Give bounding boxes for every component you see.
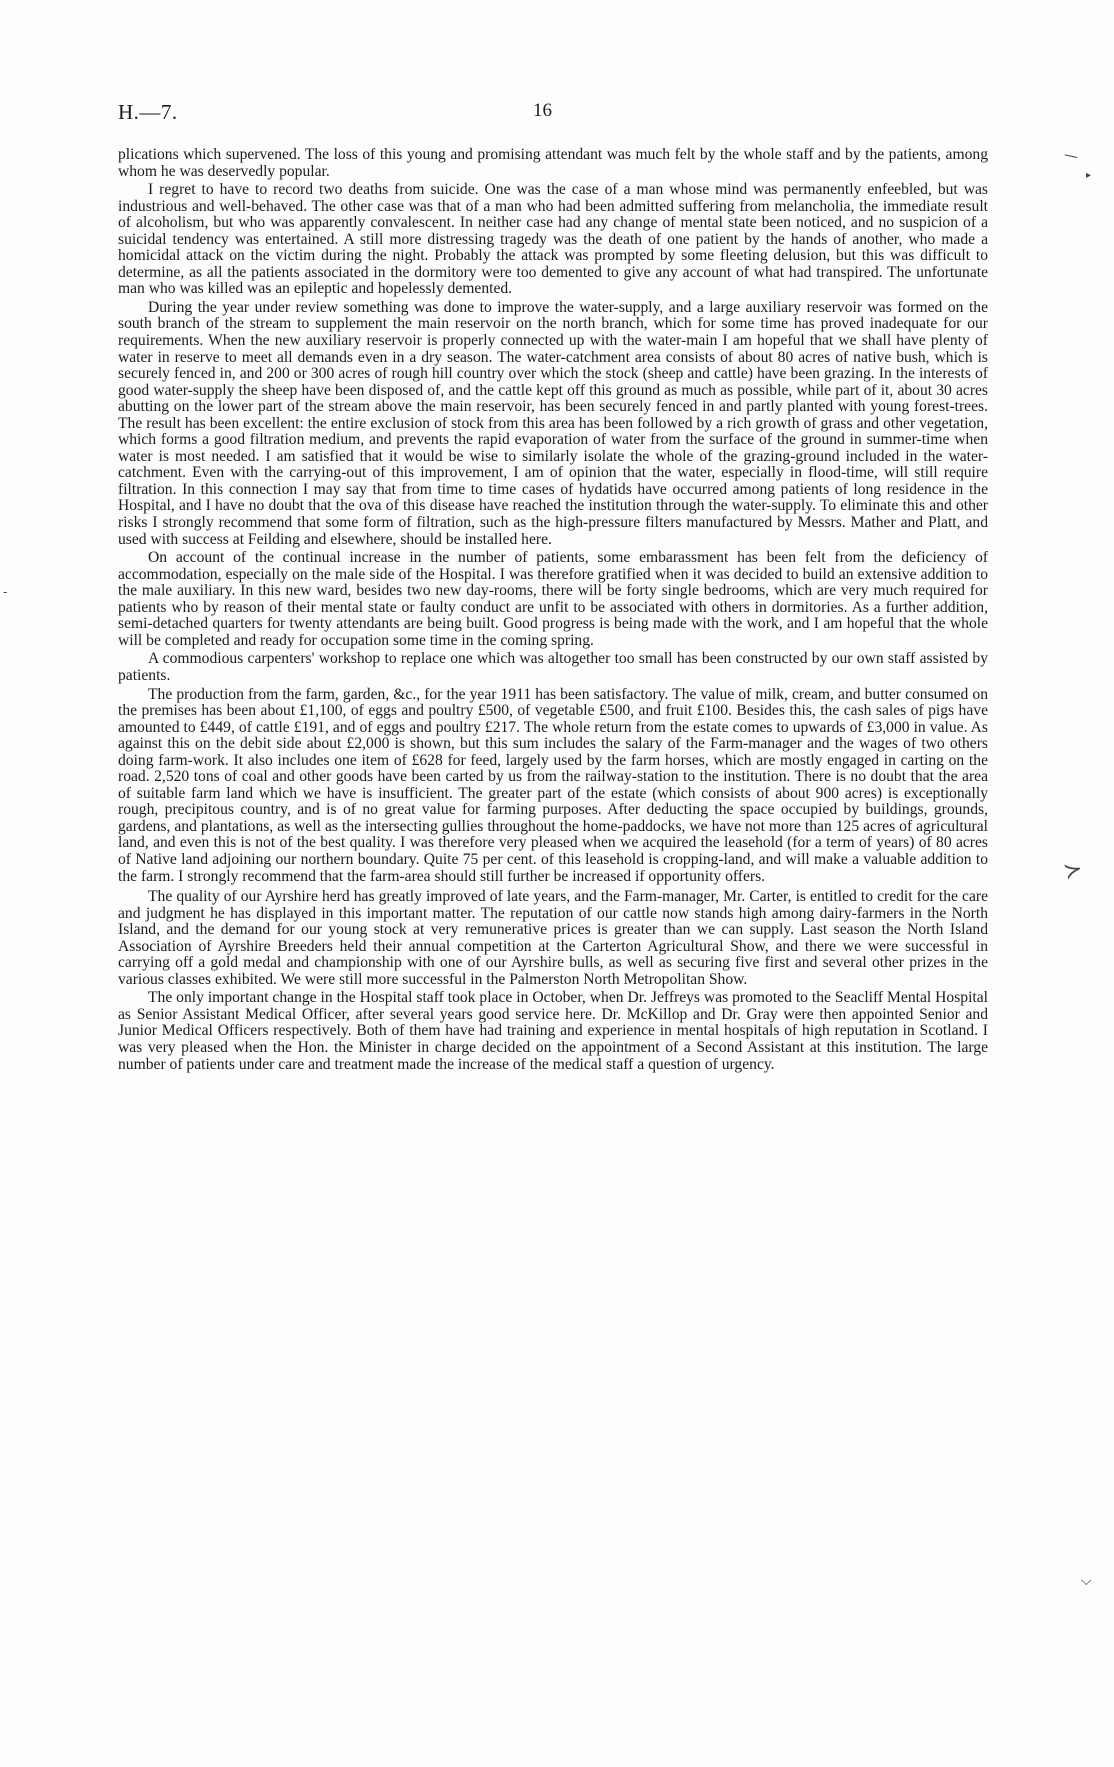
paragraph-staff-loss: plications which supervened. The loss of this young and promising attendant was much felt by the whole staff and by the patients, among whom he was deservedly popular. [118, 146, 988, 180]
margin-dot-mark-icon: - [3, 585, 8, 599]
paragraph-accommodation: On account of the continual increase in the number of patients, some embarassment has been felt from the deficiency of accommodation, especially on the male side of the Hospital. I was therefore gratified when it was decided to build an extensive addition to the male auxiliary. In this new ward, besides two new day-rooms, there will be forty single bedrooms, which are very much required for patients who by reason of their mental state or faulty conduct are unfit to be associated with others in dormitories. As a further addition, semi-detached quarters for twenty attendants are being built. Good progress is being made with the work, and I am hopeful that the whole will be completed and ready for occupation some time in the coming spring. [118, 549, 988, 649]
paragraph-workshop: A commodious carpenters' workshop to replace one which was altogether too small has been constructed by our own staff assisted by patients. [118, 650, 988, 684]
document-reference: H.—7. [118, 100, 178, 124]
paragraph-suicides: I regret to have to record two deaths from suicide. One was the case of a man whose mind was permanently enfeebled, but was industrious and well-behaved. The other case was that of a man who had been admitted suffering from melancholia, the immediate result of alcoholism, but who was apparently convalescent. In neither case had any change of mental state been noticed, and no suspicion of a suicidal tendency was entertained. A still more distressing tragedy was the death of one patient by the hands of another, who made a homicidal attack on the victim during the night. Probably the attack was prompted by some fleeting delusion, but this was difficult to determine, as all the patients associated in the dormitory were too demented to give any account of what had transpired. The unfortunate man who was killed was an epileptic and hopelessly demented. [118, 181, 988, 298]
paragraph-ayrshire-herd: The quality of our Ayrshire herd has greatly improved of late years, and the Farm-manager, Mr. Carter, is entitled to credit for the care and judgment he has displayed in this important matter. The reputation of our cattle now stands high among dairy-farmers in the North Island, and the demand for our young stock at very remunerative prices is greater than we can supply. Last season the North Island Association of Ayrshire Breeders held their annual competition at the Carterton Agricultural Show, and there we were successful in carrying off a gold medal and championship with one of our Ayrshire bulls, as well as securing five first and several other prizes in the various classes exhibited. We were still more successful in the Palmerston North Metropolitan Show. [118, 888, 988, 988]
paragraph-farm-production: The production from the farm, garden, &c., for the year 1911 has been satisfactory. The value of milk, cream, and butter consumed on the premises has been about £1,100, of eggs and poultry £500, of vegetable £500, and fruit £100. Besides this, the cash sales of pigs have amounted to £449, of cattle £191, and of eggs and poultry £217. The whole return from the estate comes to upwards of £3,000 in value. As against this on the debit side about £2,000 is shown, but this sum includes the salary of the Farm-manager and the wages of two others doing farm-work. It also includes one item of £628 for feed, largely used by the farm horses, which are mostly engaged in carting on the road. 2,520 tons of coal and other goods have been carted by us from the railway-station to the institution. There is no doubt that the area of suitable farm land which we have is insufficient. The greater part of the estate (which consists of about 900 acres) is exceptionally rough, precipitous country, and is of no great value for farming purposes. After deducting the space occupied by buildings, grounds, gardens, and plantations, as well as the intersecting gullies throughout the home-paddocks, we have not more than 125 acres of agricultural land, and even this is not of the best quality. I was therefore very pleased when we acquired the leasehold (for a term of years) of 80 acres of Native land adjoining our northern boundary. Quite 75 per cent. of this leasehold is cropping-land, and will make a valuable addition to the farm. I strongly recommend that the farm-area should still further be increased if opportunity offers. [118, 685, 988, 885]
page-header [118, 100, 988, 130]
paragraph-water-supply: During the year under review something was done to improve the water-supply, and a large auxiliary reservoir was formed on the south branch of the stream to supplement the main reservoir on the north branch, which for some time has proved inadequate for our requirements. When the new auxiliary reservoir is properly connected up with the water-main I am hopeful that we shall have plenty of water in reserve to meet all demands even in a dry season. The water-catchment area consists of about 80 acres of native bush, which is securely fenced in, and 200 or 300 acres of rough hill country over which the stock (sheep and cattle) have been grazing. In the interests of good water-supply the sheep have been disposed of, and the cattle kept off this ground as much as possible, while part of it, about 30 acres abutting on the lower part of the stream above the main reservoir, has been securely fenced in and partly planted with young forest-trees. The result has been excellent: the entire exclusion of stock from this area has been followed by a rich growth of grass and other vegetation, which forms a good filtration medium, and prevents the rapid evaporation of water from the surface of the ground in summer-time when water is most needed. I am satisfied that it would be wise to similarly isolate the whole of the grazing-ground included in the water-catchment. Even with the carrying-out of this improvement, I am of opinion that the water, especially in flood-time, will still require filtration. In this connection I may say that from time to time cases of hydatids have occurred among patients of long residence in the Hospital, and I have no doubt that the ova of this disease have reached the institution through the water-supply. To eliminate this and other risks I strongly recommend that some form of filtration, such as the high-pressure filters manufactured by Messrs. Mather and Platt, and used with success at Feilding and elsewhere, should be installed here. [118, 298, 988, 548]
paragraph-staff-changes: The only important change in the Hospital staff took place in October, when Dr. Jeffreys was promoted to the Seacliff Mental Hospital as Senior Assistant Medical Officer, after several years good service here. Dr. McKillop and Dr. Gray were then appointed Senior and Junior Medical Officers respectively. Both of them have had training and experience in mental hospitals of high reputation in Scotland. I was very pleased when the Hon. the Minister in charge decided on the appointment of a Second Assistant at this institution. The large number of patients under care and treatment made the increase of the medical staff a question of urgency. [118, 989, 988, 1073]
margin-pencil-mark-icon: — [1062, 146, 1080, 166]
margin-tick-mark-icon: ▸ [1086, 170, 1092, 181]
margin-check-mark-icon: ⌵ [1081, 1573, 1092, 1589]
margin-scribble-mark-icon: ≻ [1061, 856, 1086, 885]
report-body [118, 147, 988, 1075]
page-number: 16 [533, 100, 552, 121]
